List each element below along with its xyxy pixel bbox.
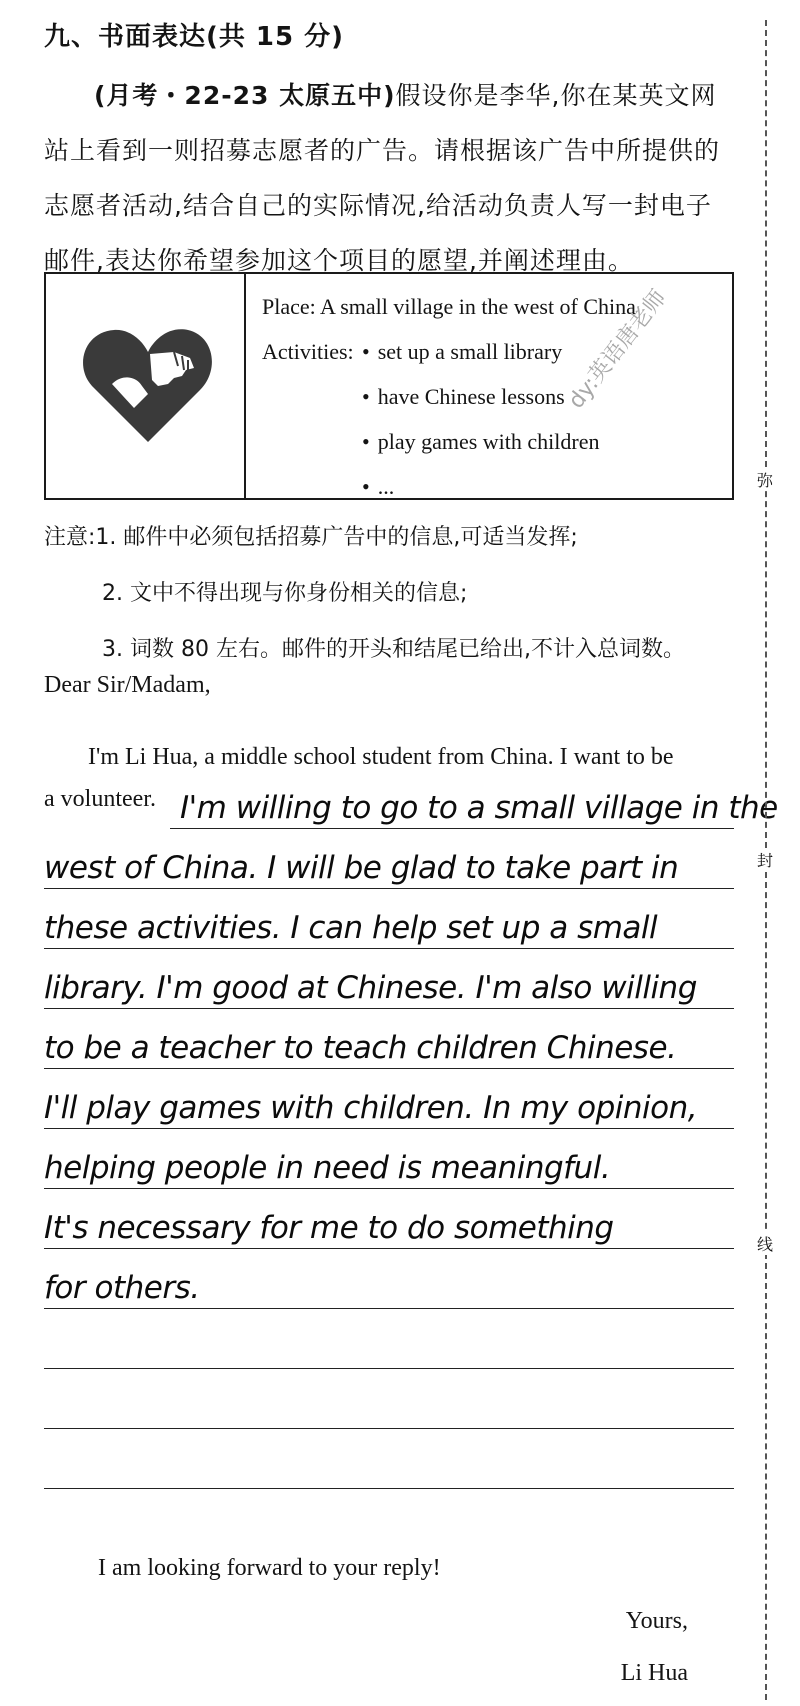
writing-line xyxy=(44,1188,734,1189)
activity-item: • have Chinese lessons xyxy=(362,374,599,419)
activity-item: • ... xyxy=(362,464,599,509)
note-2: 2. 文中不得出现与你身份相关的信息; xyxy=(102,581,468,606)
seal-mark: 封 xyxy=(755,848,775,871)
note-1: 注意:1. 邮件中必须包括招募广告中的信息,可适当发挥; xyxy=(44,525,578,550)
writing-line xyxy=(44,1428,734,1429)
handwritten-line: these activities. I can help set up a small xyxy=(44,910,658,946)
writing-line xyxy=(44,1068,734,1069)
handwritten-line: for others. xyxy=(44,1270,200,1306)
heart-hand-icon xyxy=(78,314,218,454)
writing-line xyxy=(44,1248,734,1249)
letter-salutation: Dear Sir/Madam, xyxy=(44,672,211,698)
activity-item: • set up a small library xyxy=(362,329,599,374)
writing-line xyxy=(44,1008,734,1009)
letter-closing: I am looking forward to your reply! xyxy=(98,1555,441,1581)
note-3: 3. 词数 80 左右。邮件的开头和结尾已给出,不计入总词数。 xyxy=(102,637,685,662)
writing-line xyxy=(44,888,734,889)
task-prompt xyxy=(44,68,734,288)
seal-mark: 弥 xyxy=(755,468,775,491)
handwritten-line: I'll play games with children. In my opinion, xyxy=(44,1090,698,1126)
handwritten-line: It's necessary for me to do something xyxy=(44,1210,614,1246)
letter-given-line-2: a volunteer. xyxy=(44,786,156,812)
notice-place: Place: A small village in the west of China xyxy=(262,294,636,319)
notes xyxy=(44,510,685,678)
handwritten-line: helping people in need is meaningful. xyxy=(44,1150,611,1186)
handwritten-line: west of China. I will be glad to take part in xyxy=(44,850,679,886)
section-title: 九、书面表达(共 15 分) xyxy=(44,22,345,52)
letter-signature: Li Hua xyxy=(620,1660,688,1686)
seal-mark: 线 xyxy=(755,1232,775,1255)
letter-signoff: Yours, xyxy=(625,1608,688,1634)
activity-item: • play games with children xyxy=(362,419,599,464)
letter-given-line-1: I'm Li Hua, a middle school student from China. I want to be xyxy=(88,744,674,770)
writing-line xyxy=(44,1488,734,1489)
notice-logo-cell xyxy=(46,274,246,498)
handwritten-line: library. I'm good at Chinese. I'm also willing xyxy=(44,970,697,1006)
handwritten-line: to be a teacher to teach children Chinese. xyxy=(44,1030,677,1066)
writing-line xyxy=(44,948,734,949)
activities-list xyxy=(362,329,599,509)
writing-line xyxy=(170,828,734,829)
writing-line xyxy=(44,1128,734,1129)
prompt-text: 假设你是李华,你在某英文网站上看到一则招募志愿者的广告。请根据该广告中所提供的志愿者活动,结合自己的实际情况,给活动负责人写一封电子邮件,表达你希望参加这个项目的愿望,并阐述理由。 xyxy=(44,81,721,275)
prompt-source: (月考・22-23 太原五中) xyxy=(94,81,396,110)
writing-line xyxy=(44,1368,734,1369)
activities-label: Activities: xyxy=(262,339,354,364)
watermark: dy:英语唐老师 xyxy=(563,285,672,414)
writing-line xyxy=(44,1308,734,1309)
handwritten-line: I'm willing to go to a small village in the xyxy=(180,790,778,826)
